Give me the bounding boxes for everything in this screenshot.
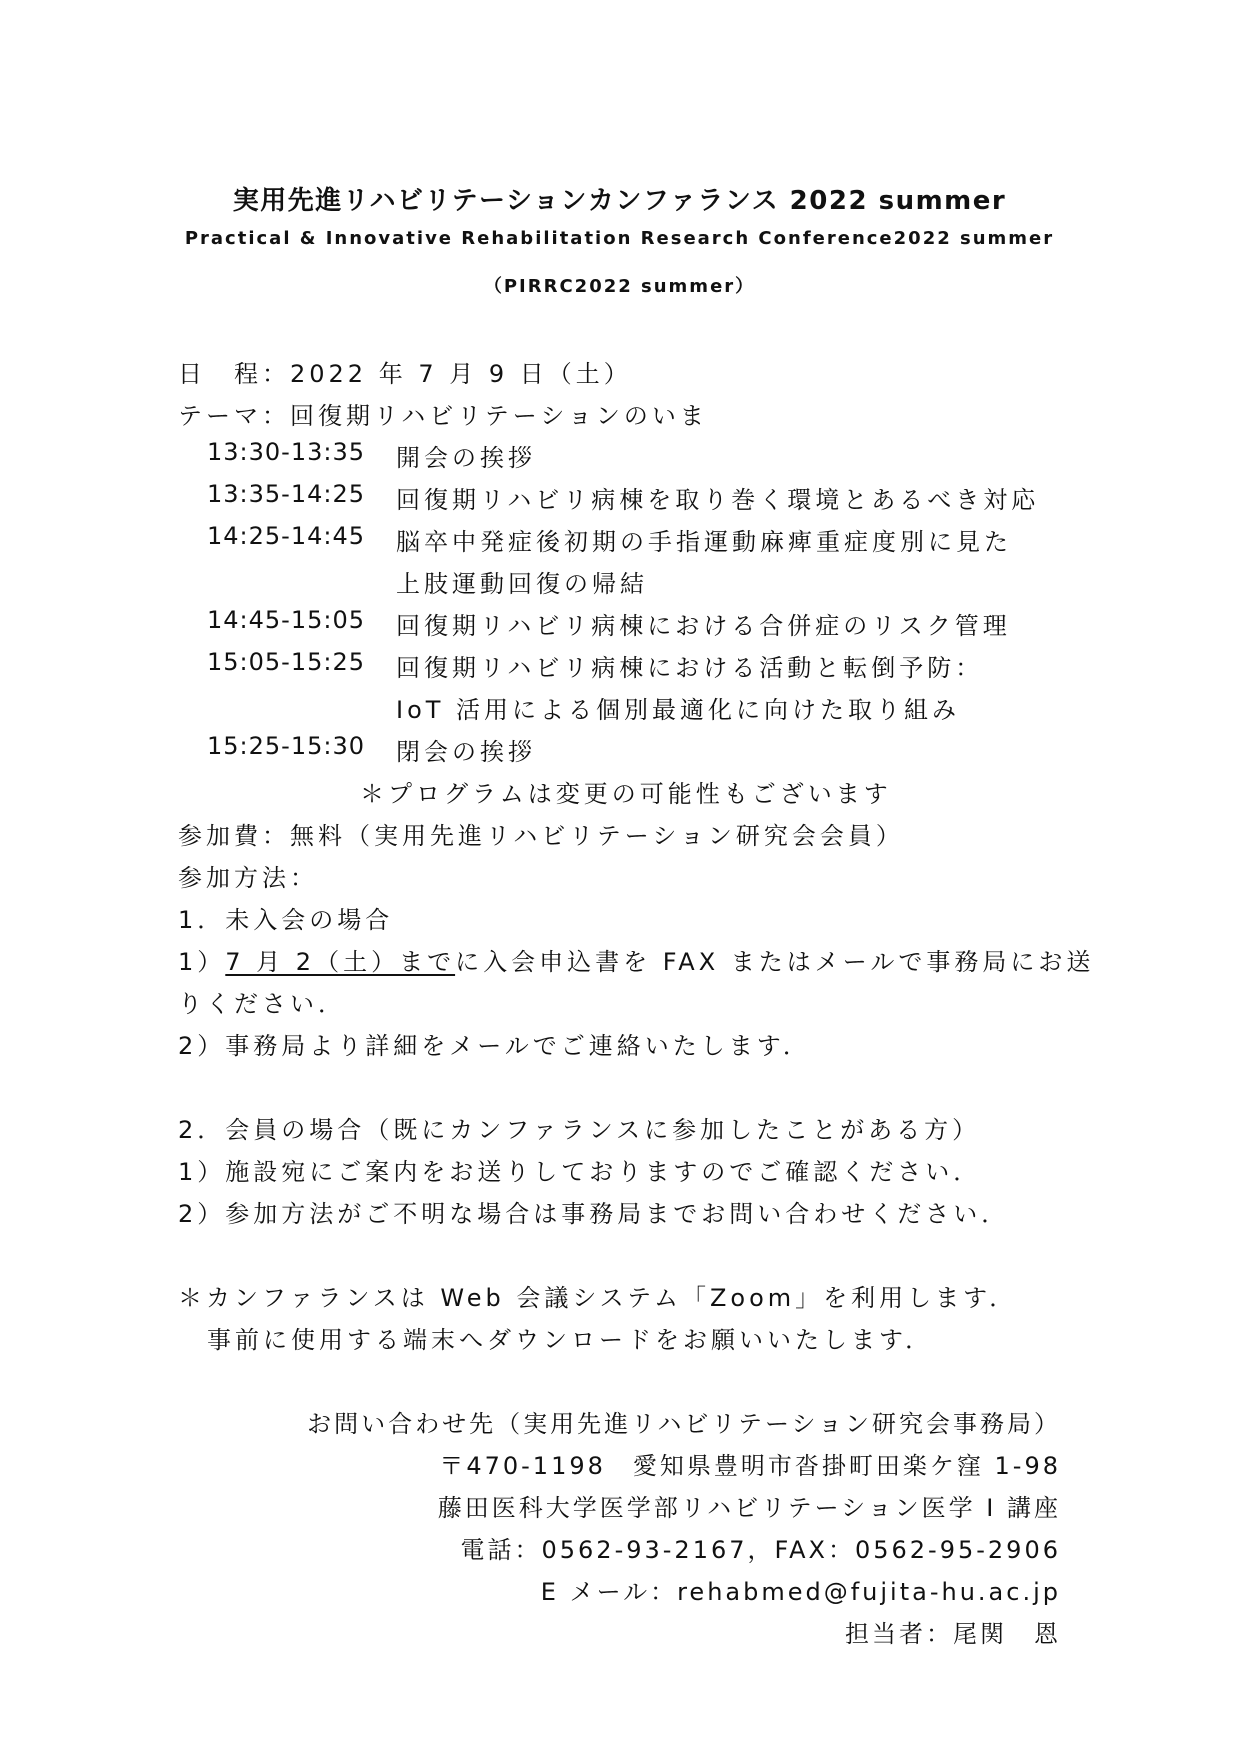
item-text: に入会申込書を FAX またはメールで事務局にお送	[455, 948, 1095, 976]
section1-item1	[178, 942, 1094, 977]
program-time: 15:05-15:25	[207, 648, 365, 676]
title-english: Practical & Innovative Rehabilitation Research Conference2022 summer	[184, 228, 1055, 249]
contact-address: 〒470-1198 愛知県豊明市沓掛町田楽ケ窪 1-98	[439, 1452, 1061, 1480]
program-note: ＊プログラムは変更の可能性もございます	[360, 780, 892, 808]
program-item: 回復期リハビリ病棟を取り巻く環境とあるべき対応	[396, 486, 1040, 514]
deadline-underlined: 7 月 2（土）まで	[225, 948, 456, 976]
program-item: 脳卒中発症後初期の手指運動麻痺重症度別に見た	[396, 528, 1012, 556]
fee-line: 参加費：無料（実用先進リハビリテーション研究会会員）	[178, 822, 904, 850]
section2-item1: 1）施設宛にご案内をお送りしておりますのでご確認ください．	[178, 1158, 982, 1186]
program-time: 13:30-13:35	[207, 438, 365, 466]
contact-person: 担当者：尾関 恩	[845, 1620, 1061, 1648]
program-item-continued: 上肢運動回復の帰結	[396, 570, 648, 598]
zoom-note: ＊カンファランスは Web 会議システム「Zoom」を利用します．	[178, 1284, 1018, 1312]
date-line: 日 程：2022 年 7 月 9 日（土）	[178, 360, 632, 388]
theme-line: テーマ：回復期リハビリテーションのいま	[178, 402, 708, 430]
section1-item1-continued: りください．	[178, 990, 346, 1018]
section1-item2: 2）事務局より詳細をメールでご連絡いたします．	[178, 1032, 811, 1060]
program-time: 15:25-15:30	[207, 732, 365, 760]
program-item-continued: IoT 活用による個別最適化に向けた取り組み	[396, 696, 961, 724]
program-item: 回復期リハビリ病棟における合併症のリスク管理	[396, 612, 1011, 640]
contact-phone-fax: 電話：0562-93-2167，FAX：0562-95-2906	[460, 1536, 1061, 1564]
program-item: 閉会の挨拶	[396, 738, 536, 766]
contact-organization: お問い合わせ先（実用先進リハビリテーション研究会事務局）	[307, 1410, 1061, 1438]
program-time: 14:45-15:05	[207, 606, 365, 634]
method-heading: 参加方法：	[178, 864, 318, 892]
contact-department: 藤田医科大学医学部リハビリテーション医学 I 講座	[437, 1494, 1061, 1522]
section2-heading: 2．会員の場合（既にカンファランスに参加したことがある方）	[178, 1116, 981, 1144]
contact-email[interactable]: E メール：rehabmed@fujita-hu.ac.jp	[540, 1578, 1061, 1606]
zoom-note-continued: 事前に使用する端末へダウンロードをお願いいたします．	[207, 1326, 934, 1354]
title-japanese: 実用先進リハビリテーションカンファランス 2022 summer	[232, 186, 1007, 216]
program-time: 14:25-14:45	[207, 522, 365, 550]
title-abbreviation: （PIRRC2022 summer）	[483, 276, 756, 297]
program-item: 開会の挨拶	[396, 444, 536, 472]
item-number: 1）	[178, 948, 226, 976]
section2-item2: 2）参加方法がご不明な場合は事務局までお問い合わせください．	[178, 1200, 1010, 1228]
program-item: 回復期リハビリ病棟における活動と転倒予防：	[396, 654, 984, 682]
program-time: 13:35-14:25	[207, 480, 365, 508]
section1-heading: 1．未入会の場合	[178, 906, 394, 934]
